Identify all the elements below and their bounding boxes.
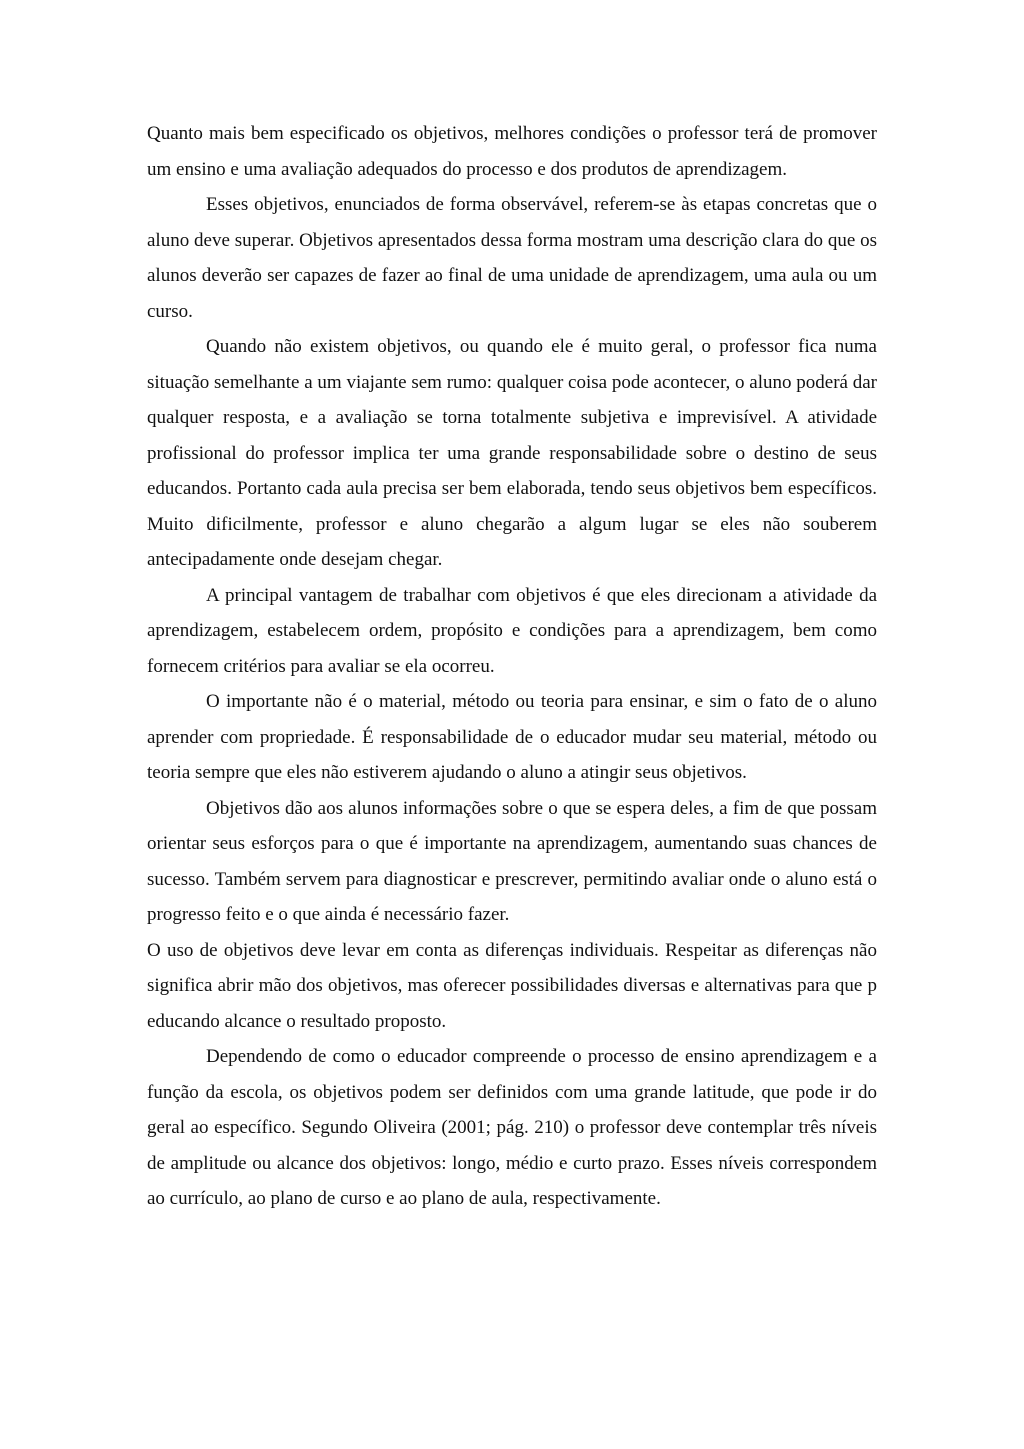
paragraph-sem-objetivos: Quando não existem objetivos, ou quando ele é muito geral, o professor fica numa situação semelhante a um viajante sem rumo: qualquer coisa pode acontecer, o aluno poderá dar qualquer resposta, e a avaliação se torna totalmente subjetiva e imprevisível. A atividade profissional do professor implica ter uma grande responsabilidade sobre o destino de seus educandos. Portanto cada aula precisa ser bem elaborada, tendo seus objetivos bem específicos. Muito dificilmente, professor e aluno chegarão a algum lugar se eles não souberem antecipadamente onde desejam chegar.	[147, 336, 877, 570]
paragraph-importante-aprender: O importante não é o material, método ou teoria para ensinar, e sim o fato de o aluno aprender com propriedade. É responsabilidade de o educador mudar seu material, método ou teoria sempre que eles não estiverem ajudando o aluno a atingir seus objetivos.	[147, 691, 877, 783]
paragraph-niveis-amplitude: Dependendo de como o educador compreende o processo de ensino aprendizagem e a função da escola, os objetivos podem ser definidos com uma grande latitude, que pode ir do geral ao específico. Segundo Oliveira (2001; pág. 210) o professor deve contemplar três níveis de amplitude ou alcance dos objetivos: longo, médio e curto prazo. Esses níveis correspondem ao currículo, ao plano de curso e ao plano de aula, respectivamente.	[147, 1046, 877, 1209]
paragraph-informacoes-alunos: Objetivos dão aos alunos informações sobre o que se espera deles, a fim de que possam orientar seus esforços para o que é importante na aprendizagem, aumentando suas chances de sucesso. Também servem para diagnosticar e prescrever, permitindo avaliar onde o aluno está o progresso feito e o que ainda é necessário fazer.	[147, 797, 877, 925]
document-body	[147, 116, 877, 1217]
paragraph-objetivos-especificados: Quanto mais bem especificado os objetivos, melhores condições o professor terá de promover um ensino e uma avaliação adequados do processo e dos produtos de aprendizagem.	[147, 123, 877, 180]
paragraph-vantagem-objetivos: A principal vantagem de trabalhar com objetivos é que eles direcionam a atividade da aprendizagem, estabelecem ordem, propósito e condições para a aprendizagem, bem como fornecem critérios para avaliar se ela ocorreu.	[147, 584, 877, 677]
paragraph-objetivos-observaveis: Esses objetivos, enunciados de forma observável, referem-se às etapas concretas que o aluno deve superar. Objetivos apresentados dessa forma mostram uma descrição clara do que os alunos deverão ser capazes de fazer ao final de uma unidade de aprendizagem, uma aula ou um curso.	[147, 194, 877, 322]
paragraph-diferencas-individuais: O uso de objetivos deve levar em conta as diferenças individuais. Respeitar as diferenças não significa abrir mão dos objetivos, mas oferecer possibilidades diversas e alternativas para que p educando alcance o resultado proposto.	[147, 939, 877, 1032]
